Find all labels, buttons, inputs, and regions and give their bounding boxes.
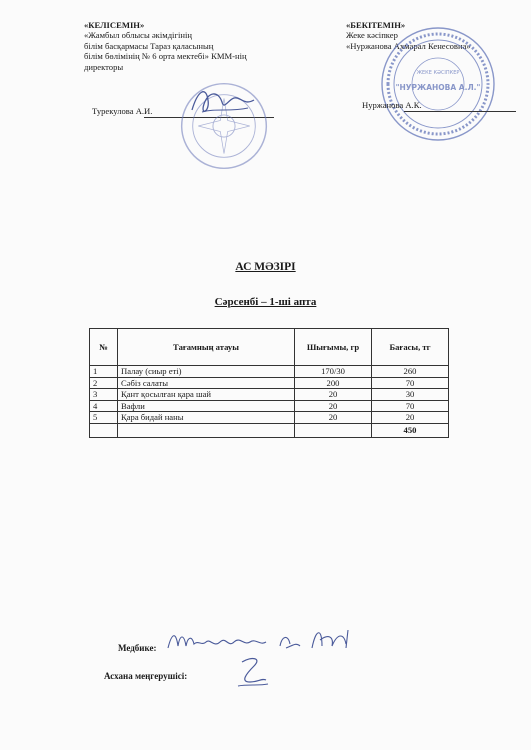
entrepreneur-line-2: «Нуржанова Ахмарал Кенесовна»: [346, 40, 471, 51]
approval-block-left: [84, 20, 284, 72]
entrepreneur-signature-line: [404, 111, 516, 112]
nurse-label: Медбике:: [118, 643, 157, 653]
row-num: 5: [90, 412, 118, 424]
canteen-manager-label: Асхана меңгерушісі:: [104, 671, 188, 681]
document-title: АС МӘЗІРІ: [235, 261, 296, 273]
menu-table: [89, 328, 449, 438]
org-line-4: директоры: [84, 61, 124, 72]
row-name: Палау (сиыр еті): [118, 366, 295, 378]
approved-heading: «БЕКІТЕМІН»: [346, 20, 406, 30]
total-empty-cell: [295, 423, 372, 437]
document-subtitle: Сәрсенбі – 1-ші апта: [214, 296, 317, 308]
header-price: Бағасы, тг: [372, 329, 449, 366]
row-num: 4: [90, 400, 118, 412]
org-line-2: білім басқармасы Тараз қаласының: [84, 40, 214, 51]
table-row: [90, 377, 449, 389]
stamp-small-text: ЖЕКЕ КӘСІПКЕР: [416, 70, 460, 76]
row-price: 30: [372, 389, 449, 401]
director-name: Турекулова А.И.: [92, 106, 153, 116]
total-empty-cell: [90, 423, 118, 437]
row-price: 70: [372, 400, 449, 412]
header-name: Тағамның атауы: [118, 329, 295, 366]
table-total-row: [90, 423, 449, 437]
header-num: №: [90, 329, 118, 366]
row-qty: 170/30: [295, 366, 372, 378]
agreed-heading: «КЕЛІСЕМІН»: [84, 20, 145, 30]
total-empty-cell: [118, 423, 295, 437]
header-qty: Шығымы, гр: [295, 329, 372, 366]
org-line-3: білім бөлімінің № 6 орта мектебі» КММ-нің: [84, 51, 247, 62]
director-signature-graphic: [188, 82, 258, 122]
row-price: 260: [372, 366, 449, 378]
row-num: 2: [90, 377, 118, 389]
row-price: 70: [372, 377, 449, 389]
org-line-1: «Жамбыл облысы әкімдігінің: [84, 30, 192, 41]
table-row: [90, 412, 449, 424]
row-qty: 20: [295, 389, 372, 401]
table-row: [90, 400, 449, 412]
row-name: Сәбіз салаты: [118, 377, 295, 389]
table-header-row: [90, 329, 449, 366]
table-row: [90, 366, 449, 378]
row-name: Қара бидай наны: [118, 412, 295, 424]
row-name: Қант қосылған қара шай: [118, 389, 295, 401]
row-name: Вафли: [118, 400, 295, 412]
row-price: 20: [372, 412, 449, 424]
stamp-center-text: "НУРЖАНОВА А.Л.": [395, 83, 481, 92]
table-row: [90, 389, 449, 401]
row-qty: 20: [295, 400, 372, 412]
entrepreneur-name: Нуржанова А.К.: [362, 100, 422, 110]
row-num: 1: [90, 366, 118, 378]
entrepreneur-line-1: Жеке кәсіпкер: [346, 30, 398, 41]
row-num: 3: [90, 389, 118, 401]
row-qty: 200: [295, 377, 372, 389]
entrepreneur-stamp-graphic: [378, 24, 498, 144]
total-price: 450: [372, 423, 449, 437]
canteen-manager-signature-graphic: [232, 652, 272, 692]
row-qty: 20: [295, 412, 372, 424]
